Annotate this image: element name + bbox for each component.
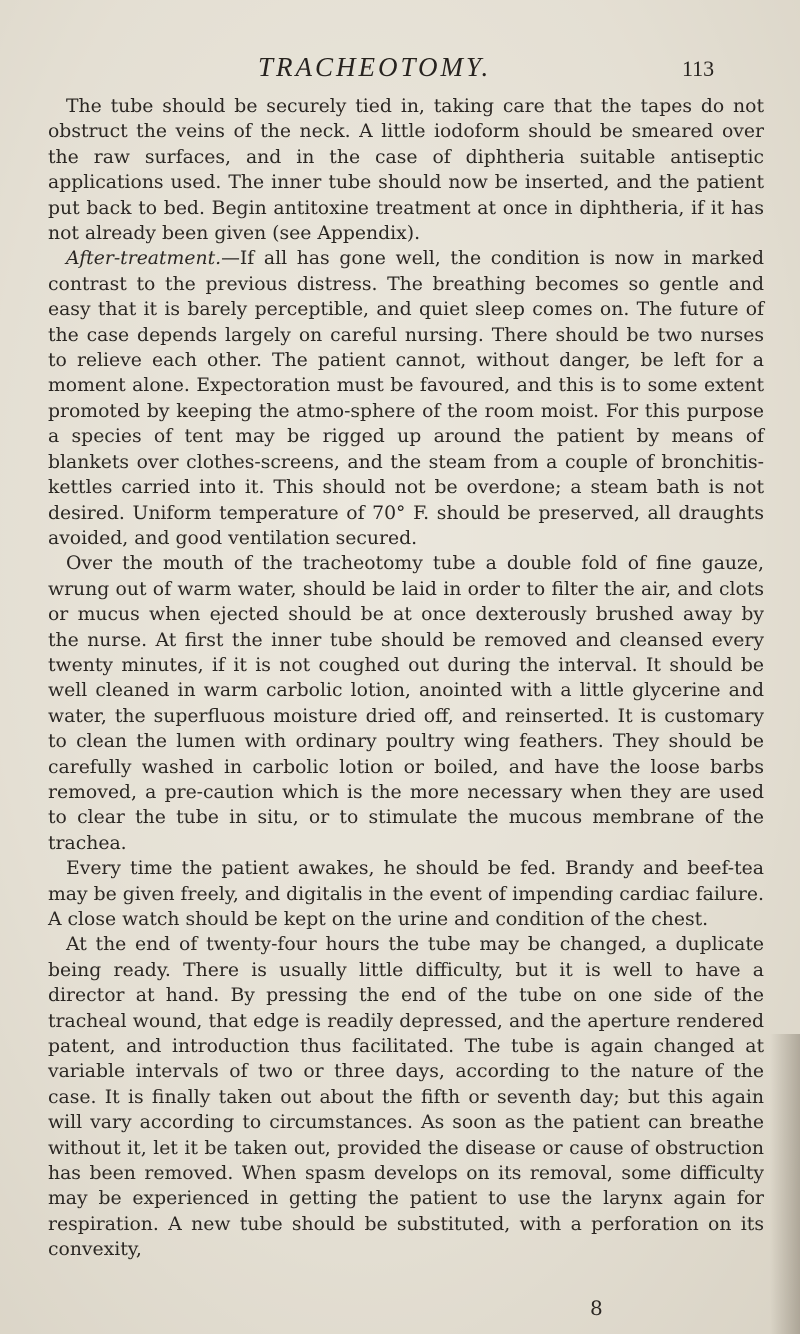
signature-mark: 8	[590, 1296, 603, 1320]
paragraph-text: Every time the patient awakes, he should be fed. Brandy and beef-tea may be given freely, and digitalis in the event of impending cardiac failure. A close watch should be kept on the urine and condition of the chest.	[48, 858, 764, 930]
paragraph	[48, 551, 764, 856]
body-text	[48, 94, 764, 1263]
section-run-in-heading: After-treatment.	[66, 248, 222, 270]
paragraph	[48, 246, 764, 551]
paragraph-text: The tube should be securely tied in, taking care that the tapes do not obstruct the veins of the neck. A little iodoform should be smeared over the raw surfaces, and in the case of diphtheria suitable antiseptic applications used. The inner tube should now be inserted, and the patient put back to bed. Begin antitoxine treatment at once in diphtheria, if it has not already been given (see Appendix).	[48, 96, 764, 245]
page-header	[0, 52, 800, 86]
running-title: TRACHEOTOMY.	[258, 52, 492, 82]
paragraph	[48, 856, 764, 932]
paragraph-text: At the end of twenty-four hours the tube may be changed, a duplicate being ready. There is usually little difficulty, but it is well to have a director at hand. By pressing the end of the tube on one side of the tracheal wound, that edge is readily depressed, and the aperture rendered patent, and introduction thus facilitated. The tube is again changed at variable intervals of two or three days, according to the nature of the case. It is finally taken out about the fifth or seventh day; but this again will vary according to circumstances. As soon as the patient can breathe without it, let it be taken out, provided the disease or cause of obstruction has been removed. When spasm develops on its removal, some difficulty may be experienced in getting the patient to use the larynx again for respiration. A new tube should be substituted, with a perforation on its convexity,	[48, 934, 764, 1261]
page-edge-shadow	[770, 1034, 800, 1334]
paragraph	[48, 94, 764, 246]
page-number: 113	[682, 56, 715, 81]
paragraph	[48, 932, 764, 1262]
paragraph-text: —If all has gone well, the condition is now in marked contrast to the previous distress. The breathing becomes so gentle and easy that it is barely perceptible, and quiet sleep comes on. The future of the case depends largely on careful nursing. There should be two nurses to relieve each other. The patient cannot, without danger, be left for a moment alone. Expectoration must be favoured, and this is to some extent promoted by keeping the atmo-sphere of the room moist. For this purpose a species of tent may be rigged up around the patient by means of blankets over clothes-screens, and the steam from a couple of bronchitis-kettles carried into it. This should not be overdone; a steam bath is not desired. Uniform temperature of 70° F. should be preserved, all draughts avoided, and good ventilation secured.	[48, 248, 764, 549]
paragraph-text: Over the mouth of the tracheotomy tube a double fold of fine gauze, wrung out of warm water, should be laid in order to filter the air, and clots or mucus when ejected should be at once dexterously brushed away by the nurse. At first the inner tube should be removed and cleansed every twenty minutes, if it is not coughed out during the interval. It should be well cleaned in warm carbolic lotion, anointed with a little glycerine and water, the superfluous moisture dried off, and reinserted. It is customary to clean the lumen with ordinary poultry wing feathers. They should be carefully washed in carbolic lotion or boiled, and have the loose barbs removed, a pre-caution which is the more necessary when they are used to clear the tube in situ, or to stimulate the mucous membrane of the trachea.	[48, 553, 764, 854]
